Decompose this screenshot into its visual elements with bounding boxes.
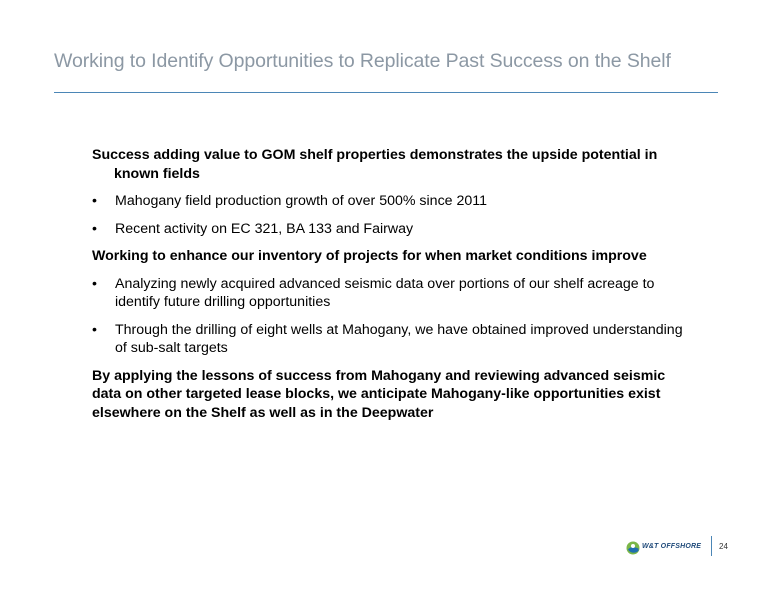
bullet-glyph: •	[92, 321, 97, 338]
bullet-item	[92, 220, 692, 239]
logo-wordmark: W&T OFFSHORE	[642, 543, 702, 550]
bullet-text: Analyzing newly acquired advanced seismic data over portions of our shelf acreage to identify future drilling opportunities	[115, 275, 655, 310]
bullet-item	[92, 192, 692, 211]
bullet-text: Mahogany field production growth of over 500% since 2011	[115, 193, 487, 209]
company-logo	[626, 540, 706, 556]
slide-title: Working to Identify Opportunities to Replicate Past Success on the Shelf	[54, 50, 671, 72]
bullet-glyph: •	[92, 220, 97, 237]
bullet-text: Through the drilling of eight wells at Mahogany, we have obtained improved understanding of sub-salt targets	[115, 321, 683, 356]
bullet-item	[92, 321, 692, 358]
wt-offshore-logo-icon	[626, 541, 640, 555]
page-number: 24	[719, 542, 728, 551]
bullet-item	[92, 275, 692, 312]
section-heading-conclusion: By applying the lessons of success from Mahogany and reviewing advanced seismic data on other targeted lease blocks, we anticipate Mahogany-like opportunities exist elsewhere on the Shelf as well as in the Deepwater	[92, 367, 666, 421]
bullet-glyph: •	[92, 193, 97, 209]
bullet-glyph: •	[92, 275, 97, 292]
footer-divider	[711, 536, 712, 556]
title-divider	[54, 92, 718, 93]
section-heading-inventory: Working to enhance our inventory of projects for when market conditions improve	[92, 248, 647, 264]
slide-content	[92, 146, 692, 431]
bullet-text: Recent activity on EC 321, BA 133 and Fairway	[115, 220, 414, 237]
section-heading-shelf-success: Success adding value to GOM shelf properties demonstrates the upside potential in known fields	[92, 147, 658, 182]
